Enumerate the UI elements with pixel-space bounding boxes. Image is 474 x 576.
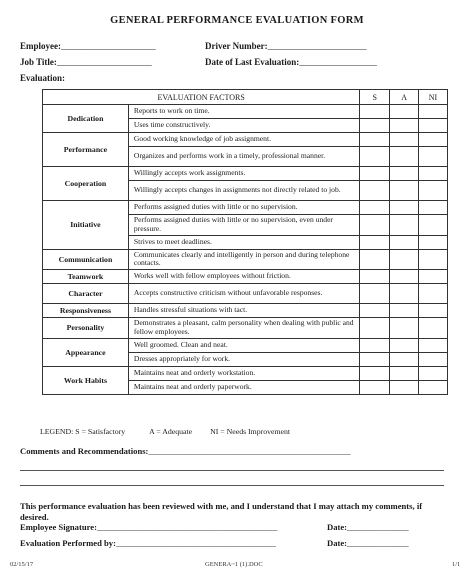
date-line[interactable]: _______________: [347, 522, 409, 532]
criterion: Organizes and performs work in a timely, professional manner.: [128, 147, 359, 167]
employee-label: Employee:: [20, 41, 61, 51]
rating-ni-box[interactable]: [419, 304, 448, 318]
factor-communication: Communication: [43, 249, 129, 270]
employee-signature-label: Employee Signature:: [20, 522, 97, 532]
criterion: Maintains neat and orderly workstation.: [128, 366, 359, 380]
rating-a-box[interactable]: [390, 338, 419, 352]
criterion: Works well with fellow employees without friction.: [128, 270, 359, 284]
criterion: Accepts constructive criticism without unfavorable responses.: [128, 284, 359, 304]
criterion: Willingly accepts work assignments.: [128, 167, 359, 181]
rating-s-box[interactable]: [360, 181, 390, 201]
comments-label: Comments and Recommendations:: [20, 446, 149, 456]
criterion: Willingly accepts changes in assignments not directly related to job.: [128, 181, 359, 201]
rating-a-box[interactable]: [390, 201, 419, 215]
employee-line[interactable]: ______________________: [61, 41, 156, 51]
criterion: Maintains neat and orderly paperwork.: [128, 380, 359, 394]
rating-s-box[interactable]: [360, 133, 390, 147]
criterion: Well groomed. Clean and neat.: [128, 338, 359, 352]
rating-s-box[interactable]: [360, 105, 390, 119]
last-evaluation-date-label: Date of Last Evaluation:: [205, 57, 300, 67]
rating-ni-box[interactable]: [419, 380, 448, 394]
driver-number-field[interactable]: [205, 41, 366, 51]
rating-s-box[interactable]: [360, 366, 390, 380]
last-evaluation-date-field[interactable]: [205, 57, 377, 67]
form-title: GENERAL PERFORMANCE EVALUATION FORM: [110, 15, 364, 26]
job-title-line[interactable]: ______________________: [56, 57, 152, 67]
factor-dedication: Dedication: [43, 105, 129, 133]
evaluation-table: [42, 89, 448, 395]
rating-a-box[interactable]: [390, 105, 419, 119]
rating-s-box[interactable]: [360, 380, 390, 394]
factor-character: Character: [43, 284, 129, 304]
footer-page-number: 1/1: [452, 561, 461, 568]
evaluator-signature-field[interactable]: [20, 538, 276, 548]
employee-signature-date-field[interactable]: [327, 522, 409, 532]
rating-a-box[interactable]: [390, 133, 419, 147]
evaluator-label: Evaluation Performed by:: [20, 538, 116, 548]
comments-line[interactable]: _______________________________________________: [148, 446, 351, 456]
rating-a-box[interactable]: [390, 366, 419, 380]
legend-needs-improvement: NI = Needs Improvement: [210, 427, 291, 436]
footer-filename: GENERA~1 (1).DOC: [205, 561, 263, 568]
driver-number-label: Driver Number:: [205, 41, 268, 51]
rating-s-box[interactable]: [360, 304, 390, 318]
rating-ni-box[interactable]: [419, 201, 448, 215]
factor-appearance: Appearance: [43, 338, 129, 366]
rating-s-box[interactable]: [360, 284, 390, 304]
legend: [40, 427, 290, 436]
factor-performance: Performance: [43, 133, 129, 167]
rating-a-box[interactable]: [390, 284, 419, 304]
comments-line[interactable]: [20, 470, 444, 471]
criterion: Dresses appropriately for work.: [128, 352, 359, 366]
rating-s-box[interactable]: [360, 338, 390, 352]
rating-ni-box[interactable]: [419, 352, 448, 366]
comments-line[interactable]: [20, 485, 444, 486]
criterion: Strives to meet deadlines.: [128, 235, 359, 249]
criterion: Demonstrates a pleasant, calm personality when dealing with public and fellow employees.: [128, 318, 359, 339]
rating-s-box[interactable]: [360, 215, 390, 236]
evaluation-factors-header: EVALUATION FACTORS: [43, 90, 360, 105]
legend-satisfactory: LEGEND: S = Satisfactory: [40, 427, 126, 436]
employee-signature-field[interactable]: [20, 522, 277, 532]
rating-s-box[interactable]: [360, 235, 390, 249]
rating-ni-box[interactable]: [419, 181, 448, 201]
rating-ni-box[interactable]: [419, 318, 448, 339]
date-label: Date:: [327, 538, 348, 548]
last-evaluation-date-line[interactable]: __________________: [299, 57, 377, 67]
rating-s-box[interactable]: [360, 270, 390, 284]
rating-a-box[interactable]: [390, 215, 419, 236]
employee-signature-line[interactable]: ____________________________________________: [96, 522, 278, 532]
needs-improvement-header: NI: [419, 90, 448, 105]
rating-a-box[interactable]: [390, 318, 419, 339]
rating-s-box[interactable]: [360, 318, 390, 339]
rating-s-box[interactable]: [360, 201, 390, 215]
rating-ni-box[interactable]: [419, 119, 448, 133]
rating-ni-box[interactable]: [419, 147, 448, 167]
rating-a-box[interactable]: [390, 304, 419, 318]
factor-initiative: Initiative: [43, 201, 129, 250]
rating-a-box[interactable]: [390, 352, 419, 366]
rating-a-box[interactable]: [390, 181, 419, 201]
rating-a-box[interactable]: [390, 119, 419, 133]
rating-ni-box[interactable]: [419, 338, 448, 352]
rating-s-box[interactable]: [360, 119, 390, 133]
criterion: Uses time constructively.: [128, 119, 359, 133]
date-label: Date:: [327, 522, 348, 532]
comments-field[interactable]: [20, 446, 350, 456]
criterion: Performs assigned duties with little or no supervision.: [128, 201, 359, 215]
job-title-label: Job Title:: [20, 57, 57, 67]
rating-a-box[interactable]: [390, 235, 419, 249]
factor-teamwork: Teamwork: [43, 270, 129, 284]
evaluation-label: Evaluation:: [20, 73, 66, 83]
factor-personality: Personality: [43, 318, 129, 339]
legend-adequate: A = Adequate: [149, 427, 193, 436]
footer-date: 02/15/17: [10, 561, 34, 568]
rating-ni-box[interactable]: [419, 366, 448, 380]
rating-a-box[interactable]: [390, 380, 419, 394]
date-line[interactable]: _______________: [347, 538, 409, 548]
evaluator-line[interactable]: _______________________________________: [115, 538, 276, 548]
criterion: Performs assigned duties with little or no supervision, even under pressure.: [128, 215, 359, 236]
criterion: Good working knowledge of job assignment.: [128, 133, 359, 147]
factor-work-habits: Work Habits: [43, 366, 129, 394]
rating-s-box[interactable]: [360, 249, 390, 270]
rating-ni-box[interactable]: [419, 215, 448, 236]
rating-s-box[interactable]: [360, 352, 390, 366]
rating-ni-box[interactable]: [419, 270, 448, 284]
adequate-header: A: [390, 90, 419, 105]
rating-ni-box[interactable]: [419, 284, 448, 304]
evaluator-date-field[interactable]: [327, 538, 409, 548]
factor-cooperation: Cooperation: [43, 167, 129, 201]
rating-ni-box[interactable]: [419, 133, 448, 147]
criterion: Reports to work on time.: [128, 105, 359, 119]
factor-responsiveness: Responsiveness: [43, 304, 129, 318]
employee-field[interactable]: [20, 41, 156, 51]
rating-ni-box[interactable]: [419, 167, 448, 181]
rating-s-box[interactable]: [360, 167, 390, 181]
criterion: Communicates clearly and intelligently in person and during telephone contacts.: [128, 249, 359, 270]
rating-a-box[interactable]: [390, 147, 419, 167]
criterion: Handles stressful situations with tact.: [128, 304, 359, 318]
rating-s-box[interactable]: [360, 147, 390, 167]
driver-number-line[interactable]: _______________________: [267, 41, 367, 51]
acknowledgement-statement: This performance evaluation has been reviewed with me, and I understand that I may attach my comments, if desired.: [20, 501, 423, 522]
rating-ni-box[interactable]: [419, 235, 448, 249]
rating-ni-box[interactable]: [419, 249, 448, 270]
satisfactory-header: S: [360, 90, 390, 105]
rating-ni-box[interactable]: [419, 105, 448, 119]
rating-a-box[interactable]: [390, 270, 419, 284]
rating-a-box[interactable]: [390, 249, 419, 270]
job-title-field[interactable]: [20, 57, 152, 67]
rating-a-box[interactable]: [390, 167, 419, 181]
